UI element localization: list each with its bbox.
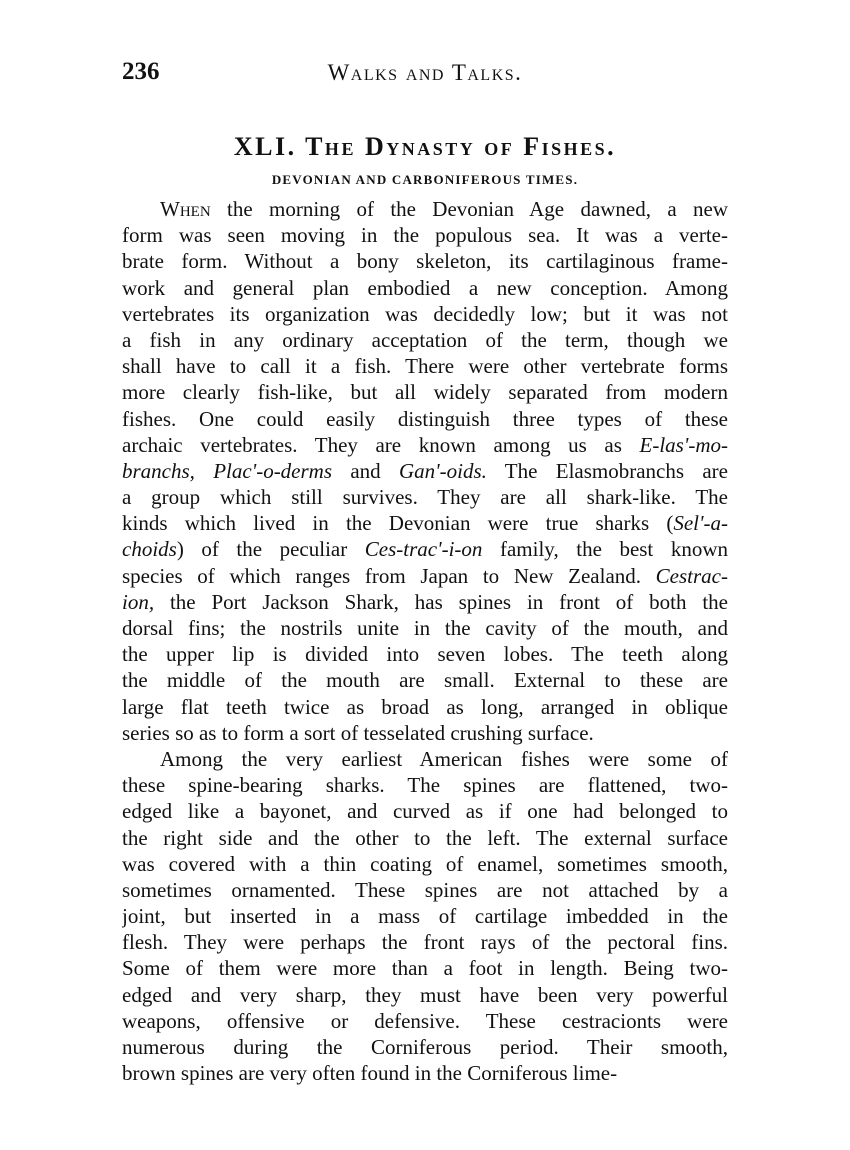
text-segment: The Elasmobranchs are: [486, 458, 728, 483]
text-segment: family, the best known: [482, 537, 728, 562]
text-segment: Some of them were more than a foot in length. Being two-: [122, 956, 728, 981]
text-segment: numerous during the Corniferous period. Their smooth,: [122, 1035, 728, 1059]
text-segment: shall have to call it a fish. There were other vertebrate forms: [122, 354, 728, 379]
text-segment: work and general plan embodied a new conception. Among: [122, 275, 728, 300]
text-line: [122, 1060, 728, 1086]
text-segment: more clearly fish-like, but all widely separated from modern: [122, 380, 728, 405]
text-segment: Ces-trac'-i-on: [364, 537, 483, 562]
text-segment: a group which still survives. They are all shark-like. The: [122, 485, 728, 510]
text-line: [122, 694, 728, 720]
text-line: [122, 798, 728, 824]
text-line: [122, 1008, 728, 1034]
text-line: [122, 982, 728, 1008]
chapter-subtitle: DEVONIAN AND CARBONIFEROUS TIMES.: [271, 172, 579, 187]
text-segment: choids: [122, 537, 177, 562]
text-segment: kinds which lived in the Devonian were true sharks (: [122, 511, 674, 536]
text-line: [122, 746, 728, 772]
text-line: [122, 772, 728, 798]
text-segment: series so as to form a sort of tesselated crushing surface.: [122, 720, 594, 745]
text-segment: large flat teeth twice as broad as long, arranged in oblique: [122, 694, 728, 719]
text-segment: species of which ranges from Japan to New Zealand.: [122, 563, 656, 588]
text-segment: brate form. Without a bony skeleton, its cartilaginous frame-: [122, 249, 728, 274]
text-line: [122, 877, 728, 903]
text-line: [122, 301, 728, 327]
text-line: [122, 458, 728, 484]
text-segment: the morning of the Devonian Age dawned, a new: [210, 197, 728, 221]
text-line: [122, 929, 728, 955]
text-segment: archaic vertebrates. They are known among us as: [122, 432, 640, 457]
text-line: [122, 955, 728, 981]
text-segment: brown spines are very often found in the Corniferous lime-: [122, 1061, 618, 1086]
page-number: 236: [122, 58, 160, 85]
text-line: [122, 196, 728, 222]
text-line: [122, 641, 728, 667]
text-line: [122, 825, 728, 851]
text-segment: a fish in any ordinary acceptation of the term, though we: [122, 327, 728, 352]
text-line: [122, 275, 728, 301]
text-segment: When: [160, 197, 211, 221]
text-segment: vertebrates its organization was decidedly low; but it was not: [122, 301, 728, 326]
text-segment: and: [332, 458, 399, 483]
text-segment: Gan'-oids.: [398, 458, 487, 483]
text-segment: the right side and the other to the left. The external surface: [122, 825, 728, 850]
text-segment: Sel'-a-: [673, 511, 728, 536]
body-text: [122, 196, 728, 1086]
text-line: [122, 222, 728, 248]
text-segment: ion,: [122, 589, 155, 614]
text-segment: these spine-bearing sharks. The spines are flattened, two-: [122, 773, 728, 798]
text-segment: Among the very earliest American fishes were some of: [160, 746, 728, 771]
text-line: [122, 379, 728, 405]
text-segment: edged and very sharp, they must have been very powerful: [122, 982, 728, 1007]
text-segment: the middle of the mouth are small. External to these are: [122, 668, 728, 693]
text-line: [122, 432, 728, 458]
text-segment: E-las'-mo-: [639, 432, 728, 457]
text-line: [122, 1034, 728, 1060]
text-segment: was covered with a thin coating of enamel, sometimes smooth,: [122, 851, 728, 876]
text-line: [122, 667, 728, 693]
running-head: [122, 58, 728, 88]
text-segment: the upper lip is divided into seven lobes. The teeth along: [122, 642, 728, 667]
text-segment: joint, but inserted in a mass of cartilage imbedded in the: [122, 904, 728, 929]
text-segment: branchs, Plac'-o-derms: [122, 458, 333, 483]
text-segment: dorsal fins; the nostrils unite in the cavity of the mouth, and: [122, 616, 728, 640]
text-segment: form was seen moving in the populous sea. It was a verte-: [122, 223, 728, 248]
text-segment: fishes. One could easily distinguish three types of these: [122, 406, 728, 431]
text-line: [122, 563, 728, 589]
chapter-title: XLI. The Dynasty of Fishes.: [233, 132, 617, 161]
text-line: [122, 615, 728, 641]
text-line: [122, 510, 728, 536]
text-segment: sometimes ornamented. These spines are not attached by a: [122, 877, 728, 902]
text-line: [122, 353, 728, 379]
text-line: [122, 484, 728, 510]
text-line: [122, 327, 728, 353]
text-segment: flesh. They were perhaps the front rays of the pectoral fins.: [122, 930, 728, 955]
running-title: Walks and Talks.: [327, 60, 523, 85]
text-line: [122, 720, 728, 746]
text-line: [122, 536, 728, 562]
text-segment: weapons, offensive or defensive. These cestracionts were: [122, 1008, 728, 1033]
text-line: [122, 589, 728, 615]
text-segment: edged like a bayonet, and curved as if one had belonged to: [122, 799, 728, 824]
text-line: [122, 248, 728, 274]
text-line: [122, 406, 728, 432]
text-line: [122, 851, 728, 877]
text-segment: Cestrac-: [655, 563, 728, 588]
text-segment: ) of the peculiar: [176, 537, 365, 562]
text-segment: the Port Jackson Shark, has spines in front of both the: [154, 589, 728, 614]
text-line: [122, 903, 728, 929]
